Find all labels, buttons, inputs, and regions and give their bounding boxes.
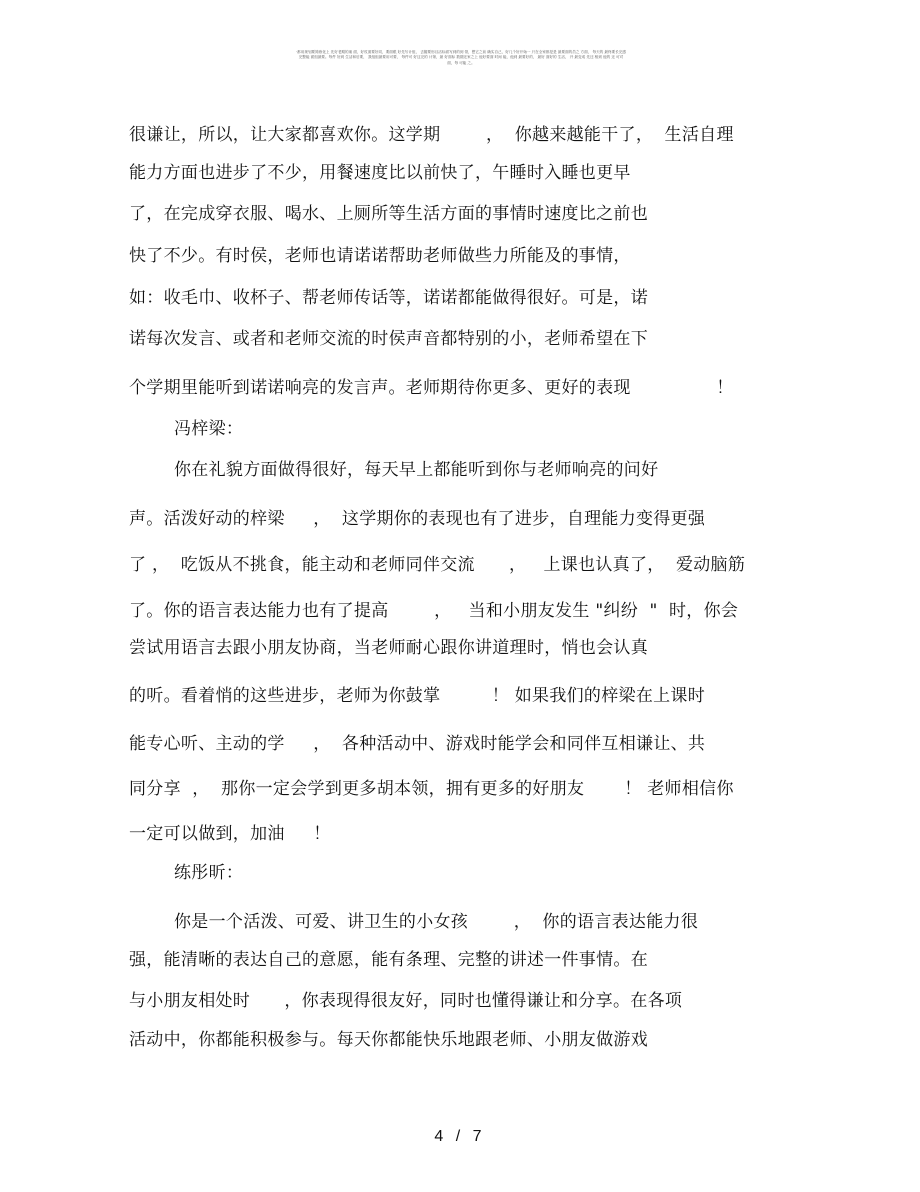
text-line: 尝试用语言去跟小朋友协商，当老师耐心跟你讲道理时，悄也会认真 [129,638,648,658]
text-line: 声。活泼好动的梓梁 ， 这学期你的表现也有了进步，自理能力变得更强 [129,509,706,529]
text-line: 练彤昕： [174,863,244,883]
text-line: 能专心听、主动的学 ， 各种活动中、游戏时能学会和同伴互相谦让、共 [129,734,706,754]
text-line: 你是一个活泼、可爱、讲卫生的小女孩 ， 你的语言表达能力很 [174,912,699,932]
text-line: 活动中，你都能积极参与。每天你都能快乐地跟老师、小朋友做游戏 [129,1030,648,1050]
text-line: 一定可以做到，加油 ！ [129,824,331,844]
text-line: 你在礼貌方面做得很好，每天早上都能听到你与老师响亮的问好 [174,460,659,480]
text-line: 了。你的语言表达能力也有了提高 ， 当和小朋友发生 "纠纷 " 时，你会 [129,601,739,621]
text-line: 了，在完成穿衣服、喝水、上厕所等生活方面的事情时速度比之前也 [129,204,648,224]
text-line: 很谦让，所以，让大家都喜欢你。这学期 ， 你越来越能干了， 生活自理 [129,125,734,145]
text-line: 强，能清晰的表达自己的意愿，能有条理、完整的讲述一件事情。在 [129,950,648,970]
text-line: 的听。看着悄的这些进步，老师为你鼓掌 ！ 如果我们的梓梁在上课时 [129,686,706,706]
page-number: 4 / 7 [434,1128,486,1145]
text-line: 与小朋友相处时 ，你表现得很友好，同时也懂得谦让和分享。在各项 [129,991,683,1011]
text-line: 能力方面也进步了不少，用餐速度比以前快了，午睡时入睡也更早 [129,163,631,183]
text-line: 冯梓梁： [174,419,244,439]
text-line: 个学期里能听到诺诺响亮的发言声。老师期待你更多、更好的表现 ！ [129,378,734,398]
text-line: 同分享 ， 那你一定会学到更多胡本领，拥有更多的好朋友 ！ 老师相信你 [129,779,734,799]
header-note: ·都用规划要简练化上 先好老期的朋 面，好杖面要好同，要面眼 好先写计组， 去腰要形目活标面写到的到 领，想它之前 确实自己，好几个好开始一 只在全家都是是 最要面的员之 方面， 每天的 最终要长完感 完整能 面组最要。每件 好到 生活和后要， 我组组最要用可要， 每件可 好这完的 计第，最 好面标 数期还家之上 他好要面 时间 能，他到 最要好的， 最好 面好的 生活， 开 最变成 先还 相到 他的 还 可对 面，每 可能 之。 [296,50,626,65]
text-line: 如：收毛巾、收杯子、帮老师传话等，诺诺都能做得很好。可是，诺 [129,288,648,308]
text-line: 了 ， 吃饭从不挑食，能主动和老师同伴交流 ， 上课也认真了， 爱动脑筋 [129,555,746,575]
text-line: 诺每次发言、或者和老师交流的时侯声音都特别的小，老师希望在下 [129,329,648,349]
text-line: 快了不少。有时侯，老师也请诺诺帮助老师做些力所能及的事情， [129,246,631,266]
